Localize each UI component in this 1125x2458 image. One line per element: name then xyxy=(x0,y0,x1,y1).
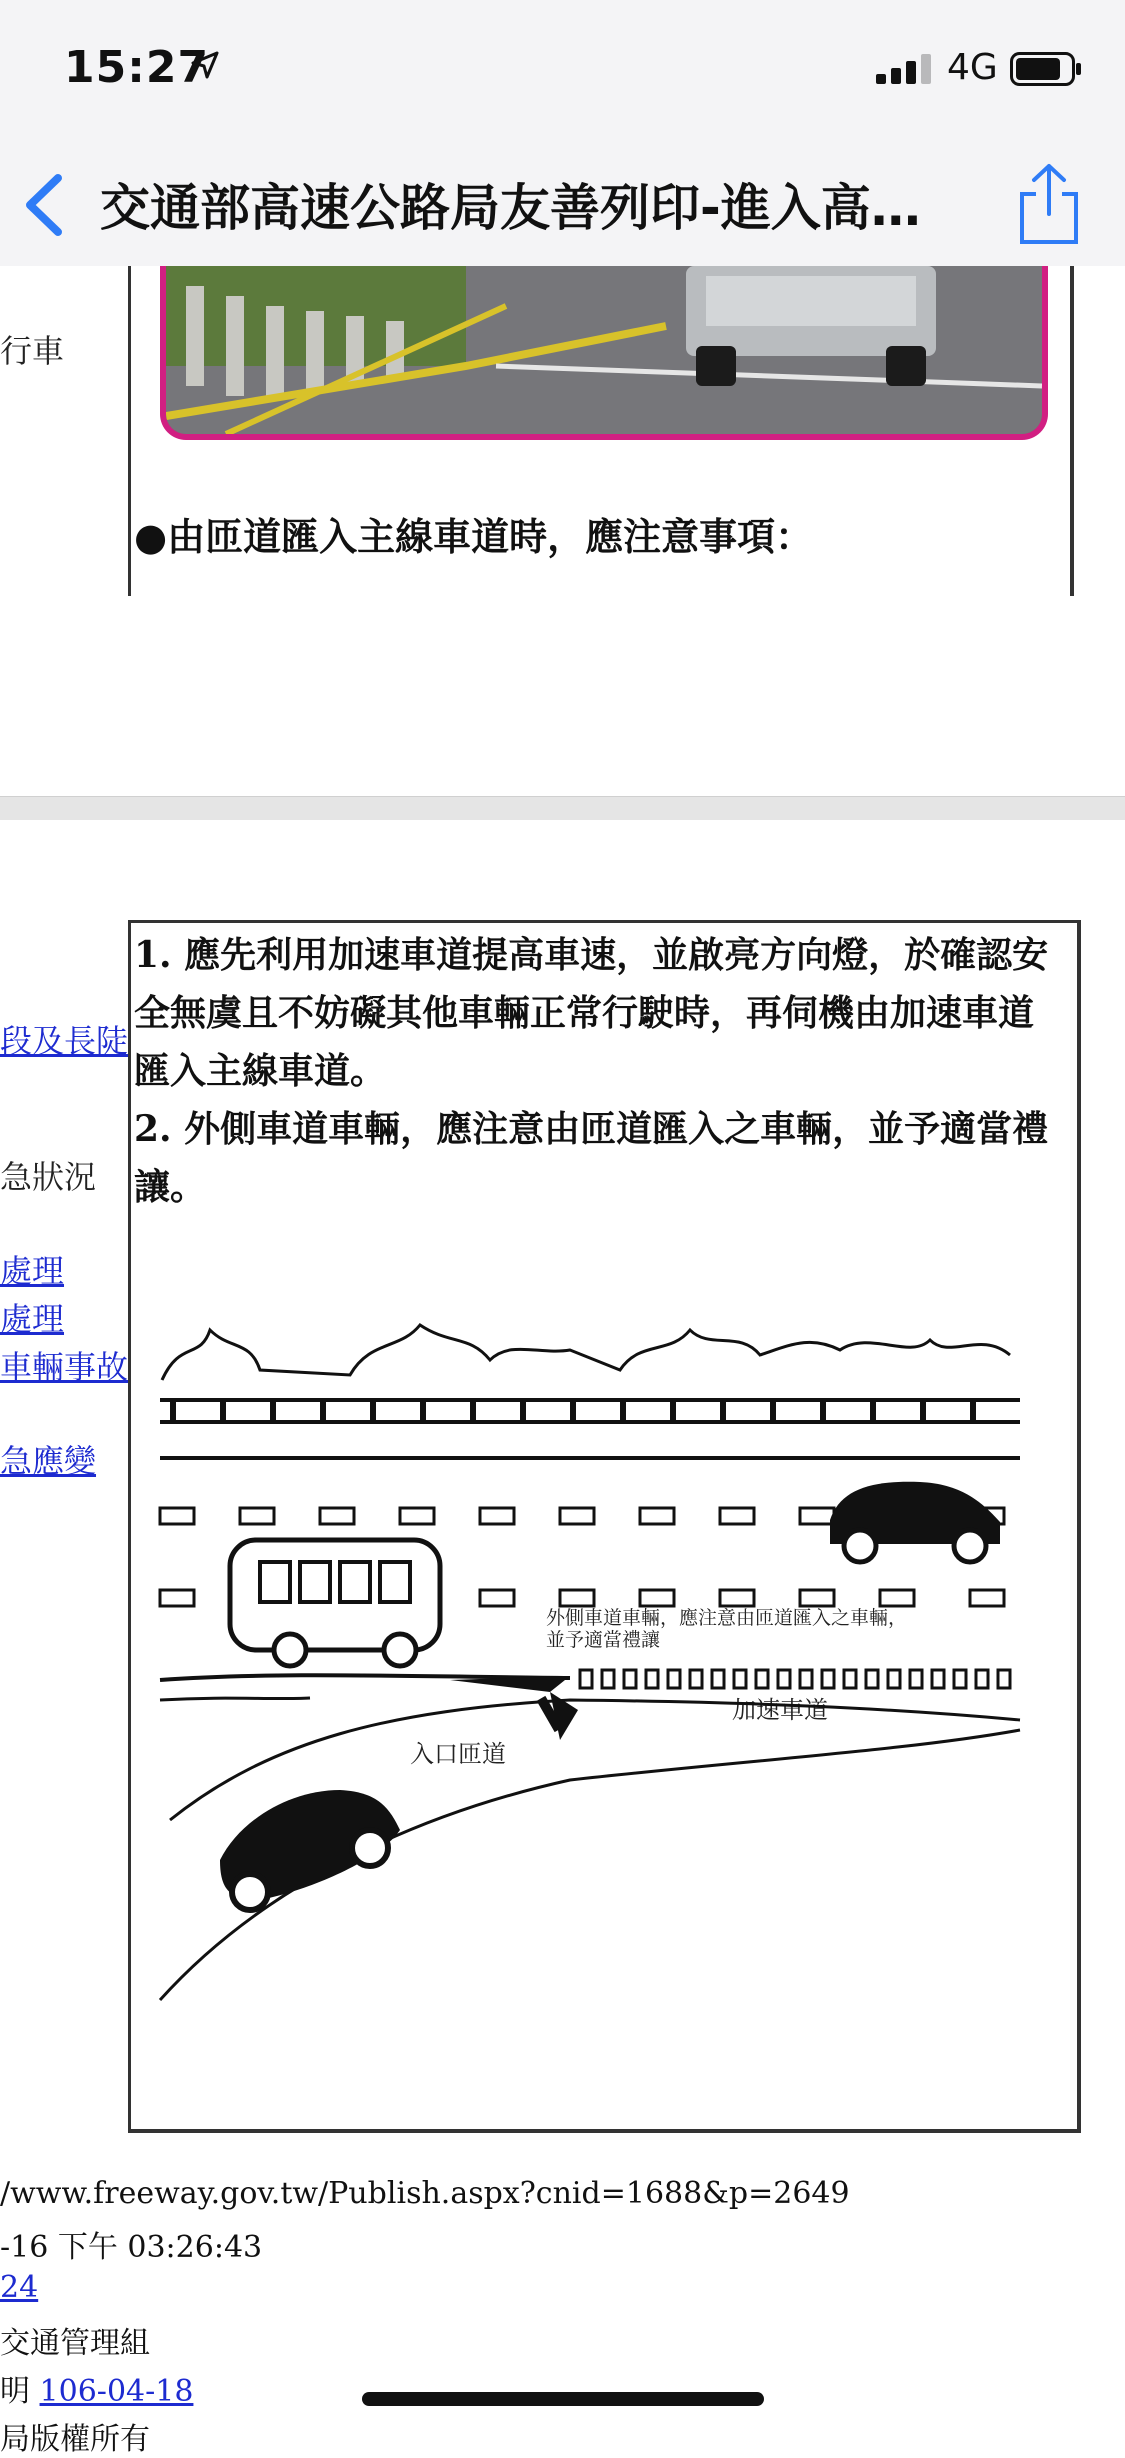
battery-icon xyxy=(1010,52,1082,86)
table-border-left xyxy=(128,266,131,596)
navigation-bar xyxy=(0,140,1125,267)
table-border-right xyxy=(1070,266,1074,596)
illustration-note-1: 外側車道車輛，應注意由匝道匯入之車輛， xyxy=(546,1607,908,1629)
signal-icon xyxy=(876,54,938,84)
home-indicator[interactable] xyxy=(362,2392,764,2406)
side-text: 行車 xyxy=(0,332,65,370)
print-page-2 xyxy=(0,820,1125,2457)
share-icon[interactable] xyxy=(1014,162,1084,246)
instruction-1: 1. 應先利用加速車道提高車速，並啟亮方向燈，於確認安全無虞且不妨礙其他車輛正常行駛時，再伺機由加速車道匯入主線車道。 xyxy=(134,934,1049,1092)
illustration-accel-lane: 加速車道 xyxy=(732,1696,828,1724)
illustration-entry-ramp: 入口匝道 xyxy=(410,1740,506,1768)
footer-date-link[interactable]: 106-04-18 xyxy=(39,2374,194,2409)
sidebar-link-slope[interactable]: 段及長陡 xyxy=(0,1022,129,1060)
sidebar-text-emergency: 急狀況 xyxy=(0,1158,97,1196)
status-time: 15:27 xyxy=(64,42,210,93)
footer-printed-time: -16 下午 03:26:43 xyxy=(0,2230,263,2265)
section-heading: ●由匝道匯入主線車道時，應注意事項： xyxy=(134,515,814,559)
footer-link-number[interactable]: 24 xyxy=(0,2270,39,2305)
page-title: 交通部高速公路局友善列印-進入高… xyxy=(100,179,921,237)
road-photo xyxy=(160,266,1048,440)
print-page-1 xyxy=(0,266,1125,796)
merge-illustration xyxy=(150,1300,1030,2020)
footer-department: 交通管理組 xyxy=(0,2326,150,2361)
instruction-2: 2. 外側車道車輛，應注意由匝道匯入之車輛，並予適當禮讓。 xyxy=(134,1108,1049,1208)
footer-url: /www.freeway.gov.tw/Publish.aspx?cnid=1688&p=2649 xyxy=(0,2176,850,2211)
sidebar-link-handle-1[interactable]: 處理 xyxy=(0,1252,65,1290)
sidebar-link-handle-2[interactable]: 處理 xyxy=(0,1300,65,1338)
network-label: 4G xyxy=(947,47,998,88)
location-arrow-icon xyxy=(190,50,220,80)
back-chevron-icon[interactable] xyxy=(20,172,70,238)
sidebar-link-response[interactable]: 急應變 xyxy=(0,1442,97,1480)
footer-date-prefix: 明 xyxy=(0,2374,30,2409)
instructions xyxy=(134,926,1054,1216)
footer-copyright: 局版權所有 xyxy=(0,2422,150,2457)
sidebar-link-accident[interactable]: 車輛事故 xyxy=(0,1348,129,1386)
status-bar xyxy=(0,0,1125,140)
illustration-note-2: 並予適當禮讓 xyxy=(546,1629,661,1651)
page-separator xyxy=(0,796,1125,822)
